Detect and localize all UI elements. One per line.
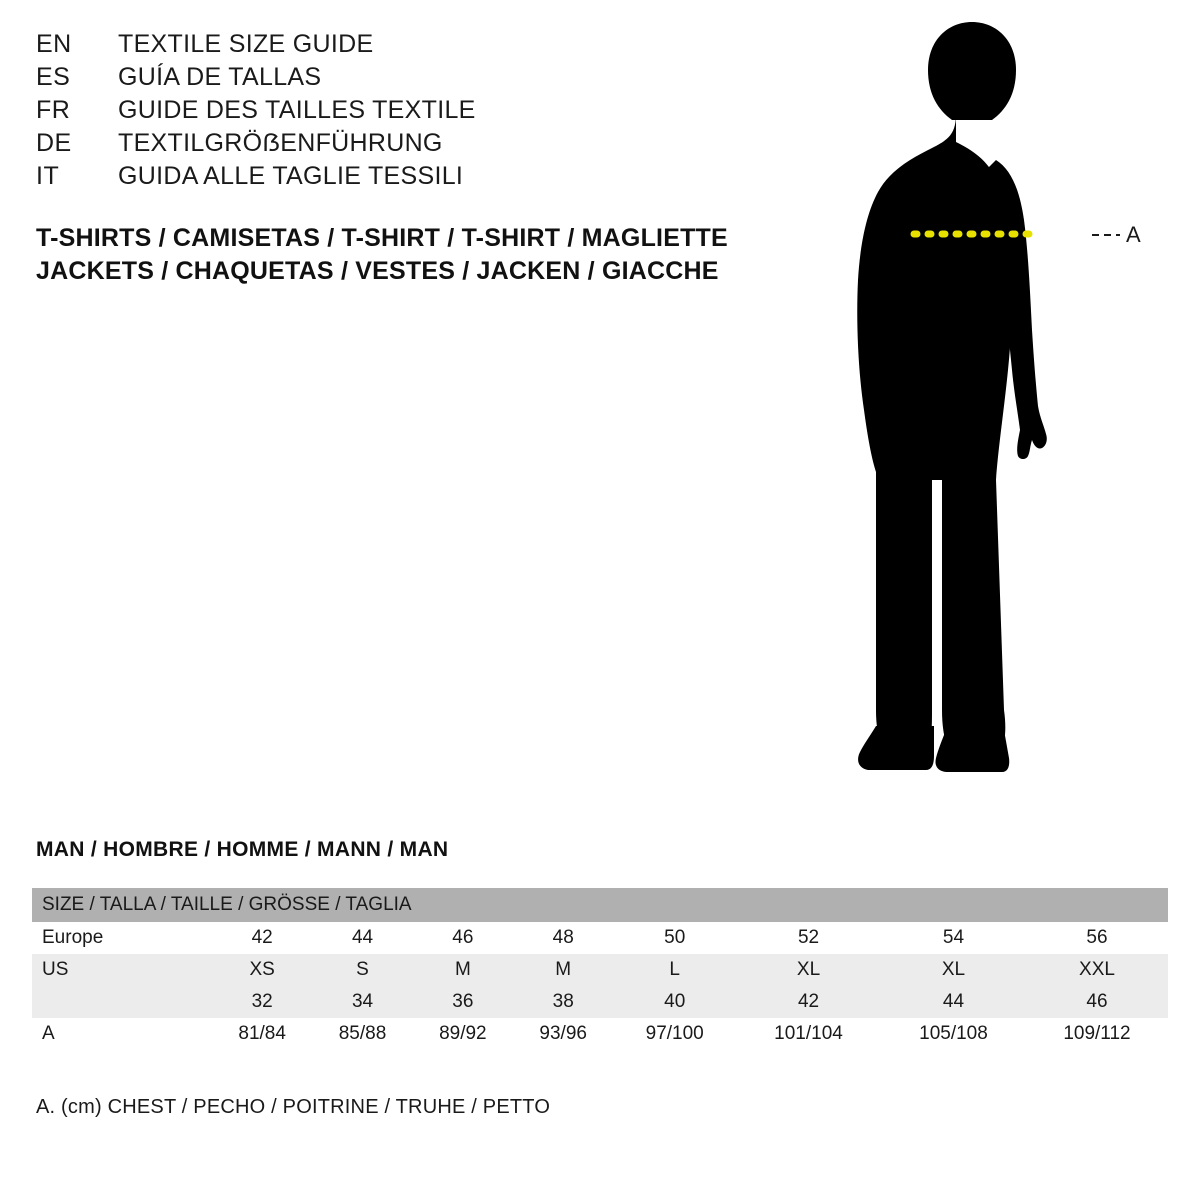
language-title: GUIDE DES TAILLES TEXTILE: [118, 96, 476, 124]
cell: 85/88: [312, 1018, 412, 1050]
row-label: Europe: [32, 922, 212, 954]
cell: 56: [1026, 922, 1168, 954]
cell: XS: [212, 954, 312, 986]
table-row: [32, 1018, 1168, 1050]
language-title: TEXTILGRÖẞENFÜHRUNG: [118, 129, 443, 157]
category-headings: [36, 222, 728, 288]
row-label: [32, 986, 212, 1018]
table-footnote: A. (cm) CHEST / PECHO / POITRINE / TRUHE / PETTO: [36, 1096, 551, 1118]
language-row: [36, 162, 736, 195]
language-code: EN: [36, 30, 72, 58]
cell: 40: [613, 986, 736, 1018]
size-table: [32, 888, 1168, 1050]
cell: 109/112: [1026, 1018, 1168, 1050]
cell: 46: [1026, 986, 1168, 1018]
silhouette-icon: [820, 10, 1180, 800]
cell: M: [413, 954, 513, 986]
cell: M: [513, 954, 613, 986]
cell: 97/100: [613, 1018, 736, 1050]
row-label: US: [32, 954, 212, 986]
cell: 32: [212, 986, 312, 1018]
cell: 101/104: [736, 1018, 881, 1050]
language-header-list: [36, 30, 736, 195]
language-code: DE: [36, 129, 72, 157]
cell: 42: [736, 986, 881, 1018]
language-row: [36, 129, 736, 162]
cell: XXL: [1026, 954, 1168, 986]
table-header-label: SIZE / TALLA / TAILLE / GRÖSSE / TAGLIA: [32, 888, 1168, 922]
cell: 34: [312, 986, 412, 1018]
measure-label-a: A: [1126, 222, 1141, 247]
language-title: TEXTILE SIZE GUIDE: [118, 30, 374, 58]
category-tshirts: T-SHIRTS / CAMISETAS / T-SHIRT / T-SHIRT / MAGLIETTE: [36, 224, 728, 252]
cell: 48: [513, 922, 613, 954]
male-silhouette-figure: [820, 10, 1180, 800]
cell: 89/92: [413, 1018, 513, 1050]
cell: 105/108: [881, 1018, 1026, 1050]
language-code: FR: [36, 96, 71, 124]
cell: 44: [881, 986, 1026, 1018]
table-row: [32, 986, 1168, 1018]
cell: 93/96: [513, 1018, 613, 1050]
language-row: [36, 30, 736, 63]
category-jackets: JACKETS / CHAQUETAS / VESTES / JACKEN / GIACCHE: [36, 257, 719, 285]
cell: 54: [881, 922, 1026, 954]
language-title: GUIDA ALLE TAGLIE TESSILI: [118, 162, 464, 190]
cell: 38: [513, 986, 613, 1018]
table-header-row: [32, 888, 1168, 922]
measure-leader-line: [1092, 234, 1120, 236]
language-row: [36, 63, 736, 96]
cell: 46: [413, 922, 513, 954]
language-code: ES: [36, 63, 71, 91]
cell: XL: [736, 954, 881, 986]
cell: 81/84: [212, 1018, 312, 1050]
cell: 36: [413, 986, 513, 1018]
table-row: [32, 954, 1168, 986]
table-section-title: MAN / HOMBRE / HOMME / MANN / MAN: [36, 838, 449, 861]
cell: 50: [613, 922, 736, 954]
row-label: A: [32, 1018, 212, 1050]
cell: 52: [736, 922, 881, 954]
cell: XL: [881, 954, 1026, 986]
language-title: GUÍA DE TALLAS: [118, 63, 322, 91]
language-row: [36, 96, 736, 129]
cell: 44: [312, 922, 412, 954]
cell: 42: [212, 922, 312, 954]
language-code: IT: [36, 162, 60, 190]
cell: L: [613, 954, 736, 986]
cell: S: [312, 954, 412, 986]
table-row: [32, 922, 1168, 954]
